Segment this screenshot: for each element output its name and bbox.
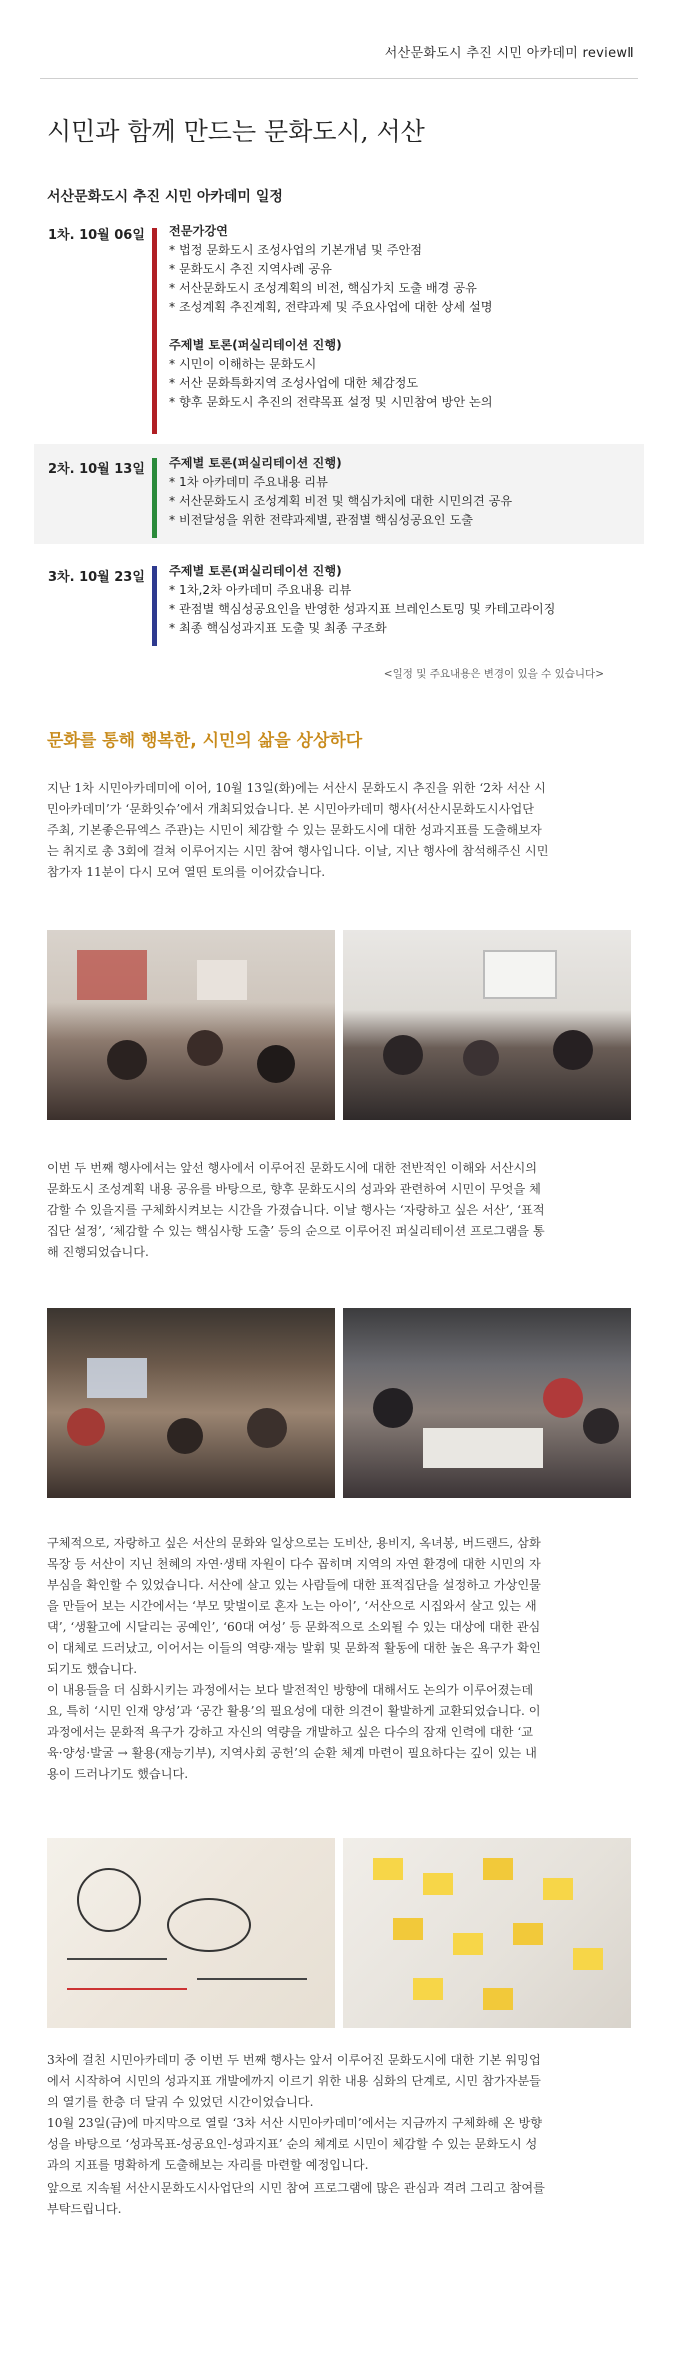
session-3-date: 3차. 10월 23일 <box>48 570 145 585</box>
paragraph-second-event: 이번 두 번째 행사에서는 앞선 행사에서 이루어진 문화도시에 대한 전반적인 이해와 서산시의 문화도시 조성계획 내용 공유를 바탕으로, 향후 문화도시의 성과와 관련하여 시민이 무엇을 체 감할 수 있을지를 구체화시켜보는 시간을 가졌습니다. 이날 행사는 ‘자랑하고 싶은 서산’, ‘표적 집단 설정’, ‘체감할 수 있는 핵심사항 도출’ 등의 순으로 이루어진 퍼실리테이션 프로그램을 통 해 진행되었습니다. <box>47 1161 545 1259</box>
session-1-item: * 문화도시 추진 지역사례 공유 <box>169 262 332 276</box>
photo-sticky-notes <box>343 1838 631 2028</box>
spacer <box>169 317 639 336</box>
session-2-item: * 서산문화도시 조성계획 비전 및 핵심가치에 대한 시민의견 공유 <box>169 494 513 508</box>
paragraph-summary: 3차에 걸친 시민아카데미 중 이번 두 번째 행사는 앞서 이루어진 문화도시에 대한 기본 워밍업 에서 시작하여 시민의 성과지표 개발에까지 이르기 위한 내용 심화의 단계로, 시민 참가자분들 의 열기를 한층 더 달궈 수 있었던 시간이었습니다. 10월 23일(금)에 마지막으로 열릴 ‘3차 서산 시민아카데미’에서는 지금까지 구체화해 온 방향 성을 바탕으로 ‘성과목표-성공요인-성과지표’ 순의 체계로 시민이 체감할 수 있는 문화도시 성 과의 지표를 명확하게 도출해보는 자리를 마련할 예정입니다. <box>47 2053 543 2172</box>
session-1-item: * 조성계획 추진계획, 전략과제 및 주요사업에 대한 상세 설명 <box>169 300 493 314</box>
photo-workshop-2 <box>343 930 631 1120</box>
photo-workshop-3 <box>47 1308 335 1498</box>
section-heading: 문화를 통해 행복한, 시민의 삶을 상상하다 <box>47 731 363 751</box>
photo-workshop-4 <box>343 1308 631 1498</box>
schedule-session-2 <box>34 444 644 544</box>
page-title: 시민과 함께 만드는 문화도시, 서산 <box>47 117 425 146</box>
session-1-content <box>169 222 639 412</box>
session-3-color-bar <box>152 566 157 646</box>
session-1-item: * 서산 문화특화지역 조성사업에 대한 체감정도 <box>169 376 419 390</box>
schedule-session-1 <box>34 216 644 434</box>
session-1-item: * 시민이 이해하는 문화도시 <box>169 357 317 371</box>
session-3-item: * 관점별 핵심성공요인을 반영한 성과지표 브레인스토밍 및 카테고라이징 <box>169 602 556 616</box>
session-2-heading: 주제별 토론(퍼실리테이션 진행) <box>169 456 342 470</box>
session-2-color-bar <box>152 458 157 538</box>
session-1-color-bar <box>152 228 157 434</box>
session-2-item: * 1차 아카데미 주요내용 리뷰 <box>169 475 328 489</box>
paragraph-intro: 지난 1차 시민아카데미에 이어, 10월 13일(화)에는 서산시 문화도시 추진을 위한 ‘2차 서산 시 민아카데미’가 ‘문화잇슈’에서 개최되었습니다. 본 시민아카데미 행사(서산시문화도시사업단 주최, 기본좋은뮤엑스 주관)는 시민이 체감할 수 있는 문화도시에 대한 성과지표를 도출해보자 는 취지로 총 3회에 걸쳐 이루어지는 시민 참여 행사입니다. 이날, 지난 행사에 참석해주신 시민 참가자 11분이 다시 모여 열띤 토의를 이어갔습니다. <box>47 781 549 879</box>
photo-persona-sheet <box>47 1838 335 2028</box>
session-3-item: * 최종 핵심성과지표 도출 및 최종 구조화 <box>169 621 387 635</box>
paragraph-details: 구체적으로, 자랑하고 싶은 서산의 문화와 일상으로는 도비산, 용비지, 옥녀봉, 버드랜드, 삼화 목장 등 서산이 지닌 천혜의 자연·생태 자원이 다수 꼽히며 지역의 자연 환경에 대한 시민의 자 부심을 확인할 수 있었습니다. 서산에 살고 있는 사람들에 대한 표적집단을 설정하고 가상인물 을 만들어 보는 시간에서는 ‘부모 맞벌이로 혼자 노는 아이’, ‘서산으로 시집와서 살고 있는 새 댁’, ‘생활고에 시달리는 공예인’, ‘60대 여성’ 등 문화적으로 소외될 수 있는 대상에 대한 관심 이 대체로 드러났고, 이어서는 이들의 역량·재능 발휘 및 문화적 활동에 대한 높은 욕구가 확인 되기도 했습니다. 이 내용들을 더 심화시키는 과정에서는 보다 발전적인 방향에 대해서도 논의가 이루어졌는데 요, 특히 ‘시민 인재 양성’과 ‘공간 활용’의 필요성에 대한 의견이 활발하게 교환되었습니다. 이 과정에서는 문화적 욕구가 강하고 자신의 역량을 개발하고 싶은 다수의 잠재 인력에 대한 ‘교 육·양성·발굴 → 활용(재능기부), 지역사회 공헌’의 순환 체계 마련이 필요하다는 깊이 있는 내 용이 드러나기도 했습니다. <box>47 1536 541 1781</box>
schedule-title: 서산문화도시 추진 시민 아카데미 일정 <box>47 189 283 205</box>
session-3-item: * 1차,2차 아카데미 주요내용 리뷰 <box>169 583 352 597</box>
session-1-item: * 서산문화도시 조성계획의 비전, 핵심가치 도출 배경 공유 <box>169 281 477 295</box>
session-2-content <box>169 454 639 530</box>
paragraph-closing: 앞으로 지속될 서산시문화도시사업단의 시민 참여 프로그램에 많은 관심과 격려 그리고 참여를 부탁드립니다. <box>47 2181 545 2216</box>
session-1-discussion-heading: 주제별 토론(퍼실리테이션 진행) <box>169 338 342 352</box>
session-3-heading: 주제별 토론(퍼실리테이션 진행) <box>169 564 342 578</box>
session-2-item: * 비전달성을 위한 전략과제별, 관점별 핵심성공요인 도출 <box>169 513 473 527</box>
session-1-item: * 향후 문화도시 추진의 전략목표 설정 및 시민참여 방안 논의 <box>169 395 493 409</box>
session-1-lecture-heading: 전문가강연 <box>169 224 228 238</box>
schedule-note: <일정 및 주요내용은 변경이 있을 수 있습니다> <box>383 668 604 680</box>
series-header: 서산문화도시 추진 시민 아카데미 reviewⅡ <box>384 46 634 61</box>
session-1-date: 1차. 10월 06일 <box>48 228 145 243</box>
header-divider <box>40 78 638 79</box>
photo-workshop-1 <box>47 930 335 1120</box>
session-1-item: * 법정 문화도시 조성사업의 기본개념 및 주안점 <box>169 243 423 257</box>
schedule-session-3 <box>34 560 644 650</box>
session-2-date: 2차. 10월 13일 <box>48 462 145 477</box>
session-3-content <box>169 562 639 638</box>
